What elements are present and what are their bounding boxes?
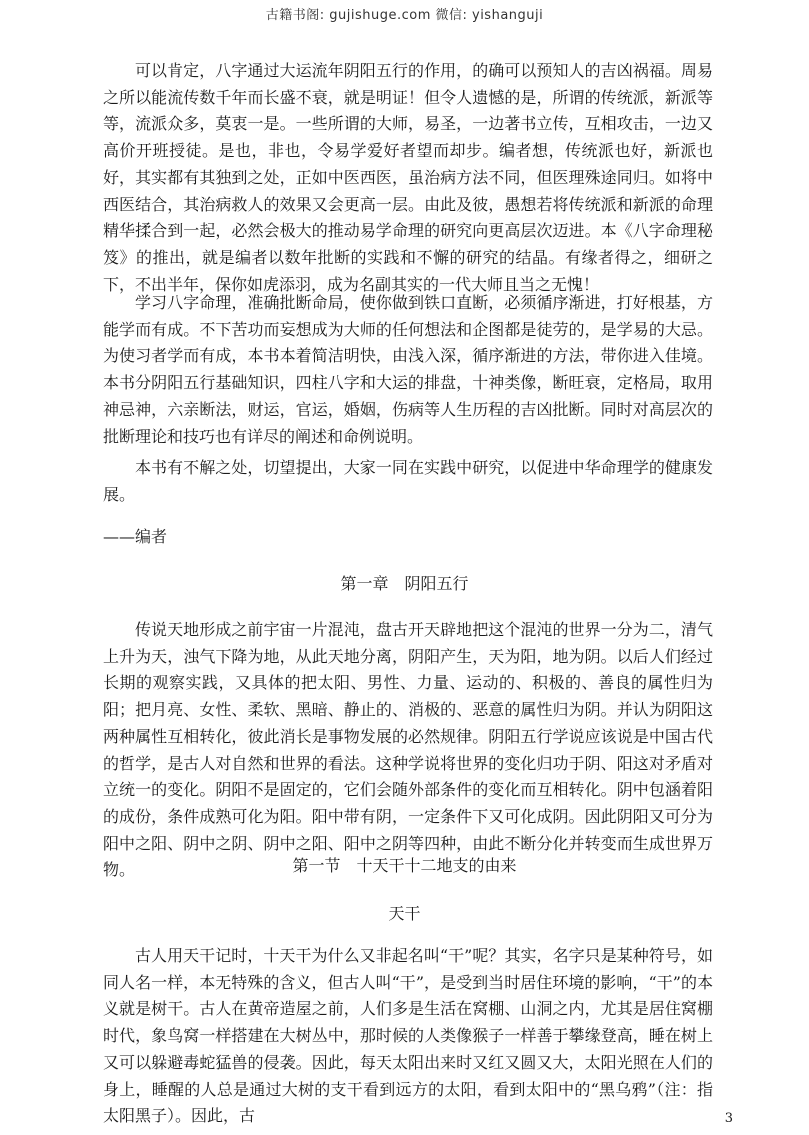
chapter-title: 第一章 阴阳五行 bbox=[340, 574, 469, 593]
page-header: 古籍书阁: gujishuge.com 微信: yishanguji bbox=[265, 8, 544, 23]
preface-paragraph-1: 可以肯定，八字通过大运流年阴阳五行的作用，的确可以预知人的吉凶祸福。周易之所以能流传数千年而长盛不衰，就是明证！但令人遗憾的是，所谓的传统派，新派等等，流派众多，莫衷一是。一些所谓的大师，易圣，一边著书立传，互相攻击，一边又高价开班授徒。是也，非也，令易学爱好者望而却步。编者想，传统派也好，新派也好，其实都有其独到之处，正如中医西医，虽治病方法不同，但医理殊途同归。如将中西医结合，其治病救人的效果又会更高一层。由此及彼，愚想若将传统派和新派的命理精华揉合到一起，必然会极大的推动易学命理的研究向更高层次迈进。本《八字命理秘笈》的推出，就是编者以数年批断的实践和不懈的研究的结晶。有缘者得之，细研之下，不出半年，保你如虎添羽，成为名副其实的一代大师且当之无愧！ bbox=[103, 61, 713, 294]
preface-signoff: ——编者 bbox=[103, 527, 168, 546]
chapter-intro-paragraph: 传说天地形成之前宇宙一片混沌，盘古开天辟地把这个混沌的世界一分为二，清气上升为天，浊气下降为地，从此天地分离，阴阳产生，天为阳，地为阴。以后人们经过长期的观察实践，又具体的把太阳、男性、力量、运动的、积极的、善良的属性归为阳；把月亮、女性、柔软、黑暗、静止的、消极的、恶意的属性归为阴。并认为阴阳这两种属性互相转化，彼此消长是事物发展的必然规律。阴阳五行学说应该说是中国古代的哲学，是古人对自然和世界的看法。这种学说将世界的变化归功于阴、阳这对矛盾对立统一的变化。阴阳不是固定的，它们会随外部条件的变化而互相转化。阴中包涵着阳的成份，条件成熟可化为阳。阳中带有阴，一定条件下又可化成阴。因此阴阳又可分为阳中之阳、阴中之阴、阴中之阳、阳中之阴等四种，由此不断分化并转变而生成世界万物。 bbox=[103, 620, 713, 880]
section-title: 第一节 十天干十二地支的由来 bbox=[292, 856, 517, 875]
preface-paragraph-2: 学习八字命理，准确批断命局，使你做到铁口直断，必须循序渐进，打好根基，方能学而有成。不下苦功而妄想成为大师的任何想法和企图都是徒劳的，是学易的大忌。为使习者学而有成，本书本着简洁明快，由浅入深，循序渐进的方法，带你进入佳境。本书分阴阳五行基础知识，四柱八字和大运的排盘，十神类像，断旺衰，定格局，取用神忌神，六亲断法，财运，官运，婚姻，伤病等人生历程的吉凶批断。同时对高层次的批断理论和技巧也有详尽的阐述和命例说明。 bbox=[103, 293, 713, 446]
preface-paragraph-3: 本书有不解之处，切望提出，大家一同在实践中研究，以促进中华命理学的健康发展。 bbox=[103, 458, 713, 504]
section-body-paragraph: 古人用天干记时，十天干为什么又非起名叫“干”呢？其实，名字只是某种符号，如同人名一样，本无特殊的含义，但古人叫“干”，是受到当时居住环境的影响，“干”的本义就是树干。古人在黄帝造屋之前，人们多是生活在窝棚、山洞之内，尤其是居住窝棚时代，象鸟窝一样搭建在大树丛中，那时候的人类像猴子一样善于攀缘登高，睡在树上又可以躲避毒蛇猛兽的侵袭。因此，每天太阳出来时又红又圆又大，太阳光照在人们的身上，睡醒的人总是通过大树的支干看到远方的太阳，看到太阳中的“黑乌鸦”（注：指太阳黑子）。因此，古 bbox=[103, 946, 713, 1126]
section-subtitle: 天干 bbox=[388, 904, 421, 923]
page-number: 3 bbox=[724, 1111, 733, 1126]
